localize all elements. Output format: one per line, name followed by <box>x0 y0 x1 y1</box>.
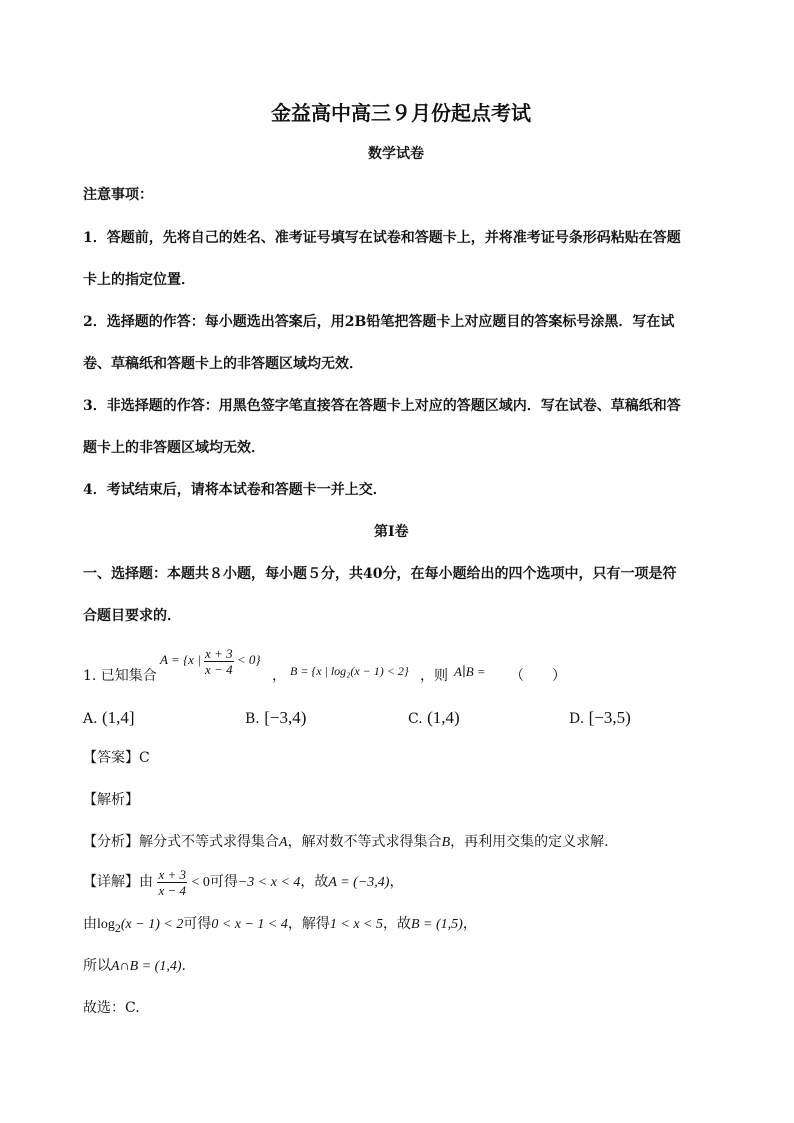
line2-range: 0 < x − 1 < 4 <box>211 917 288 932</box>
q1-detail-line-3 <box>83 957 186 976</box>
detail-range: −3 < x < 4 <box>237 875 301 890</box>
notice-item-1-line-2: 卡上的指定位置． <box>83 272 195 288</box>
q1-choice: 故选：C. <box>83 1000 140 1016</box>
option-a-value: (1,4] <box>102 708 135 727</box>
part-one-line-1: 一、选择题：本题共８小题，每小题５分，共40分，在每小题给出的四个选项中，只有一项是符 <box>83 566 677 582</box>
line2-log-argument: (x − 1) < 2 <box>120 917 184 932</box>
notice-item-3-line-1: 3．非选择题的作答：用黑色签字笔直接答在答题卡上对应的答题区域内．写在试卷、草稿纸和答 <box>83 398 681 414</box>
part-one-line-2: 合题目要求的． <box>83 608 181 624</box>
line2-solve: ，解得 <box>287 916 330 932</box>
fenxi-set-a: A <box>279 835 288 850</box>
notice-item-2-line-2: 卷、草稿纸和答题卡上的非答题区域均无效． <box>83 356 363 372</box>
notice-item-1-line-1: 1．答题前，先将自己的姓名、准考证号填写在试卷和答题卡上，并将准考证号条形码粘贴在答题 <box>83 230 681 246</box>
detail-inequality: < 0 <box>191 875 210 890</box>
q1-detail-line-2 <box>83 915 477 937</box>
q1-option-d[interactable] <box>569 707 631 730</box>
set-a-denominator: x − 4 <box>205 661 233 677</box>
detail-tag: 【详解】由 <box>83 874 153 890</box>
q1-option-c[interactable] <box>408 707 460 730</box>
line3-end: . <box>181 958 186 974</box>
volume-heading: 第Ⅰ卷 <box>374 524 409 540</box>
option-a-label: A. <box>83 711 98 727</box>
line2-log: log <box>97 917 115 932</box>
line2-solution: 1 < x < 5 <box>329 917 383 932</box>
detail-get: 可得 <box>209 874 238 890</box>
q1-set-b: B = {x | log₂(x − 1) < 2} <box>290 664 409 678</box>
q1-answer: 【答案】C <box>83 750 150 766</box>
q1-comma: ， <box>272 668 286 684</box>
q1-option-b[interactable] <box>245 707 306 730</box>
line2-end: ， <box>462 916 477 932</box>
detail-denominator: x − 4 <box>158 882 186 898</box>
detail-numerator: x + 3 <box>158 866 186 882</box>
detail-fraction <box>157 867 187 898</box>
line2-get: 可得 <box>183 916 212 932</box>
q1-detail-line-1 <box>83 862 403 902</box>
set-a-left: A = {x | <box>160 652 201 667</box>
option-b-value: [−3,4) <box>264 708 307 727</box>
exam-title: 金益高中高三９月份起点考试 <box>271 101 531 125</box>
fenxi-text-1: 【分析】解分式不等式求得集合 <box>83 834 279 850</box>
option-d-label: D. <box>569 711 585 727</box>
set-a-fraction <box>204 646 234 677</box>
notice-heading: 注意事项： <box>83 187 153 203</box>
q1-expression: A∣B = <box>454 664 486 679</box>
q1-then: ，则 <box>420 668 448 684</box>
line2-so: ，故 <box>383 916 411 932</box>
q1-option-a[interactable] <box>83 707 135 730</box>
fenxi-text-2: ，解对数不等式求得集合 <box>287 834 442 850</box>
fenxi-text-3: ，再利用交集的定义求解. <box>450 834 609 850</box>
detail-so: ，故 <box>300 874 329 890</box>
detail-set-a: A = (−3,4) <box>328 875 390 890</box>
line2-log-base: 2 <box>114 920 121 935</box>
option-c-label: C. <box>408 711 423 727</box>
q1-answer-paren: （ ） <box>510 668 566 684</box>
option-b-label: B. <box>245 711 260 727</box>
notice-item-3-line-2: 题卡上的非答题区域均无效． <box>83 440 265 456</box>
q1-set-a <box>160 640 261 680</box>
line2-you: 由 <box>83 916 97 932</box>
set-a-numerator: x + 3 <box>205 645 233 661</box>
detail-end: ， <box>389 874 404 890</box>
exam-subtitle: 数学试卷 <box>368 146 424 162</box>
set-a-right: < 0} <box>236 652 261 667</box>
q1-analysis-tag: 【解析】 <box>83 792 139 808</box>
fenxi-set-b: B <box>441 835 451 850</box>
option-c-value: (1,4) <box>427 708 460 727</box>
line3-intersection: A∩B = (1,4) <box>111 959 182 974</box>
line2-set-b: B = (1,5) <box>411 917 463 932</box>
q1-fenxi <box>83 833 609 852</box>
line3-prefix: 所以 <box>83 958 111 974</box>
q1-prefix: 1. 已知集合 <box>83 668 157 684</box>
notice-item-2-line-1: 2．选择题的作答：每小题选出答案后，用2B铅笔把答题卡上对应题目的答案标号涂黑．写在试 <box>83 314 675 330</box>
notice-item-4: 4．考试结束后，请将本试卷和答题卡一并上交． <box>83 482 387 498</box>
option-d-value: [−3,5) <box>588 708 631 727</box>
